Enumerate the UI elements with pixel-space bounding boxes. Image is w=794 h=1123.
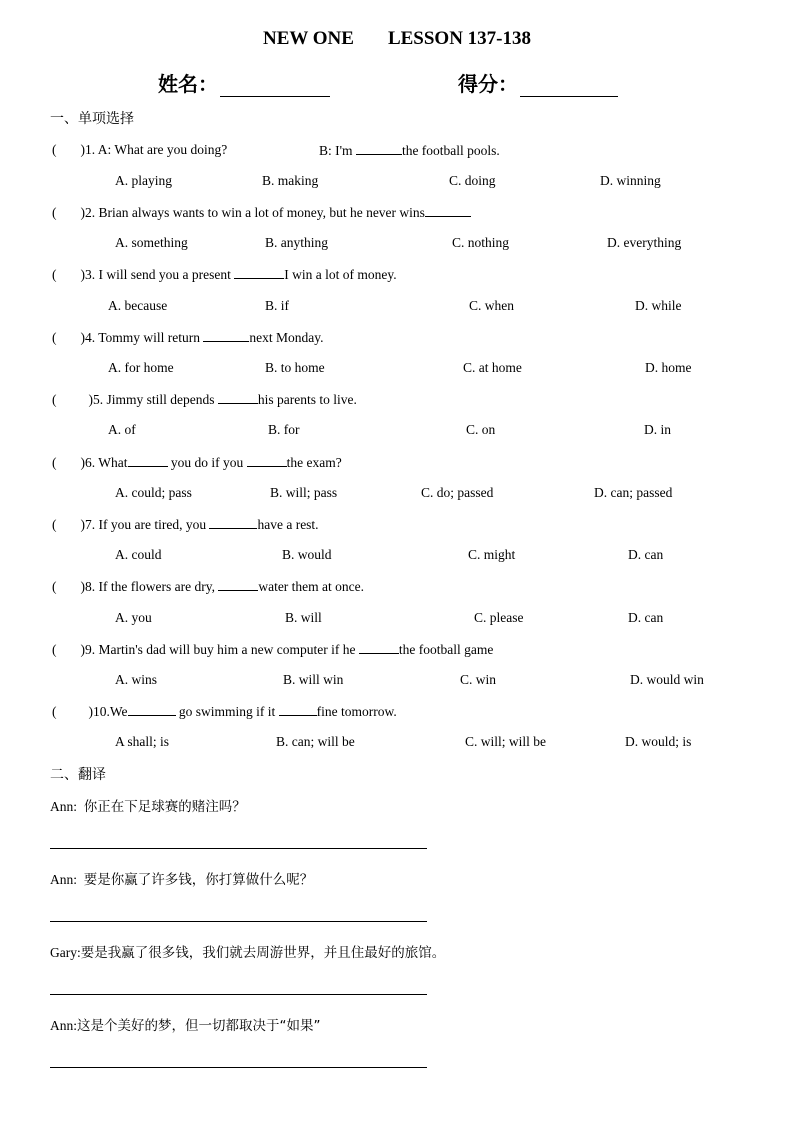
option-5a[interactable]: A. of xyxy=(108,422,136,437)
page-title xyxy=(0,28,794,50)
blank[interactable] xyxy=(425,204,471,217)
question-7: ( )7. If you are tired, you have a rest. xyxy=(52,517,319,532)
option-6d[interactable]: D. can; passed xyxy=(594,485,673,500)
option-2a[interactable]: A. something xyxy=(115,235,188,250)
question-4: ( )4. Tommy will return next Monday. xyxy=(52,330,324,345)
score-field[interactable] xyxy=(458,68,618,97)
blank[interactable] xyxy=(203,329,249,342)
option-7a[interactable]: A. could xyxy=(115,547,162,562)
question-5: ( )5. Jimmy still depends his parents to live. xyxy=(52,392,357,407)
answer-line-3[interactable] xyxy=(50,994,427,995)
option-1c[interactable]: C. doing xyxy=(449,173,496,188)
option-2b[interactable]: B. anything xyxy=(265,235,328,250)
translation-2 xyxy=(50,868,313,888)
option-9a[interactable]: A. wins xyxy=(115,672,158,687)
blank[interactable] xyxy=(234,266,284,279)
question-3: ( )3. I will send you a present I win a lot of money. xyxy=(52,267,397,282)
translation-text: 要是我赢了很多钱，我们就去周游世界，并且住最好的旅馆。 xyxy=(80,945,446,961)
option-6b[interactable]: B. will; pass xyxy=(270,485,338,500)
option-5c[interactable]: C. on xyxy=(466,422,496,437)
option-5d[interactable]: D. in xyxy=(644,422,671,437)
option-6c[interactable]: C. do; passed xyxy=(421,485,494,500)
option-10b[interactable]: B. can; will be xyxy=(276,734,355,749)
option-10a[interactable]: A shall; is xyxy=(115,734,170,749)
option-8c[interactable]: C. please xyxy=(474,610,524,625)
name-label: 姓名： xyxy=(158,72,218,96)
blank[interactable] xyxy=(128,703,176,716)
answer-line-1[interactable] xyxy=(50,848,427,849)
blank[interactable] xyxy=(247,454,287,467)
question-2: ( )2. Brian always wants to win a lot of money, but he never wins xyxy=(52,204,471,221)
translation-text: 要是你赢了许多钱，你打算做什么呢？ xyxy=(83,872,314,888)
option-4b[interactable]: B. to home xyxy=(265,360,325,375)
option-8a[interactable]: A. you xyxy=(115,610,152,625)
blank[interactable] xyxy=(209,516,257,529)
option-3b[interactable]: B. if xyxy=(265,298,290,313)
blank[interactable] xyxy=(359,641,399,654)
option-1b[interactable]: B. making xyxy=(262,173,319,188)
title-left: NEW ONE xyxy=(262,28,354,49)
option-4a[interactable]: A. for home xyxy=(108,360,174,375)
option-5b[interactable]: B. for xyxy=(268,422,300,437)
speaker: Ann: xyxy=(50,1018,77,1033)
answer-line-4[interactable] xyxy=(50,1067,427,1068)
option-1d[interactable]: D. winning xyxy=(600,173,661,188)
blank[interactable] xyxy=(218,578,258,591)
question-1-part-b: B: I'm the football pools. xyxy=(319,143,500,158)
option-4d[interactable]: D. home xyxy=(645,360,692,375)
translation-1 xyxy=(50,795,246,815)
option-10d[interactable]: D. would; is xyxy=(625,734,692,749)
blank[interactable] xyxy=(128,454,168,467)
name-blank[interactable] xyxy=(220,76,330,97)
question-8: ( )8. If the flowers are dry, water them at once. xyxy=(52,579,365,594)
option-9b[interactable]: B. will win xyxy=(283,672,344,687)
option-3c[interactable]: C. when xyxy=(469,298,514,313)
option-3d[interactable]: D. while xyxy=(635,298,682,313)
option-7d[interactable]: D. can xyxy=(628,547,664,562)
option-7c[interactable]: C. might xyxy=(468,547,516,562)
option-3a[interactable]: A. because xyxy=(108,298,168,313)
title-right: LESSON 137-138 xyxy=(387,28,532,49)
translation-text: 这是个美好的梦，但一切都取决于“如果” xyxy=(77,1018,321,1034)
blank[interactable] xyxy=(279,703,317,716)
option-6a[interactable]: A. could; pass xyxy=(115,485,192,500)
translation-text: 你正在下足球赛的赌注吗？ xyxy=(83,799,246,815)
option-4c[interactable]: C. at home xyxy=(463,360,522,375)
option-7b[interactable]: B. would xyxy=(282,547,332,562)
score-label: 得分： xyxy=(458,72,518,96)
question-10: ( )10.We go swimming if it fine tomorrow. xyxy=(52,704,397,719)
option-9c[interactable]: C. win xyxy=(460,672,497,687)
option-2d[interactable]: D. everything xyxy=(607,235,682,250)
speaker: Gary: xyxy=(50,945,81,960)
speaker: Ann: xyxy=(50,799,77,814)
question-1: ( )1. A: What are you doing? xyxy=(52,142,228,157)
speaker: Ann: xyxy=(50,872,77,887)
option-1a[interactable]: A. playing xyxy=(115,173,172,188)
option-2c[interactable]: C. nothing xyxy=(452,235,510,250)
question-9: ( )9. Martin's dad will buy him a new computer if he the football game xyxy=(52,642,494,657)
name-field[interactable] xyxy=(158,68,330,97)
section-title-choice: 一、单项选择 xyxy=(50,111,134,127)
answer-line-2[interactable] xyxy=(50,921,427,922)
blank[interactable] xyxy=(218,391,258,404)
translation-3 xyxy=(50,941,445,961)
blank[interactable] xyxy=(356,142,402,155)
option-8d[interactable]: D. can xyxy=(628,610,664,625)
question-6: ( )6. What you do if you the exam? xyxy=(52,455,342,470)
option-9d[interactable]: D. would win xyxy=(630,672,704,687)
score-blank[interactable] xyxy=(520,76,618,97)
section-title-translation: 二、翻译 xyxy=(50,767,106,783)
translation-4 xyxy=(50,1014,321,1034)
option-8b[interactable]: B. will xyxy=(285,610,322,625)
option-10c[interactable]: C. will; will be xyxy=(465,734,546,749)
